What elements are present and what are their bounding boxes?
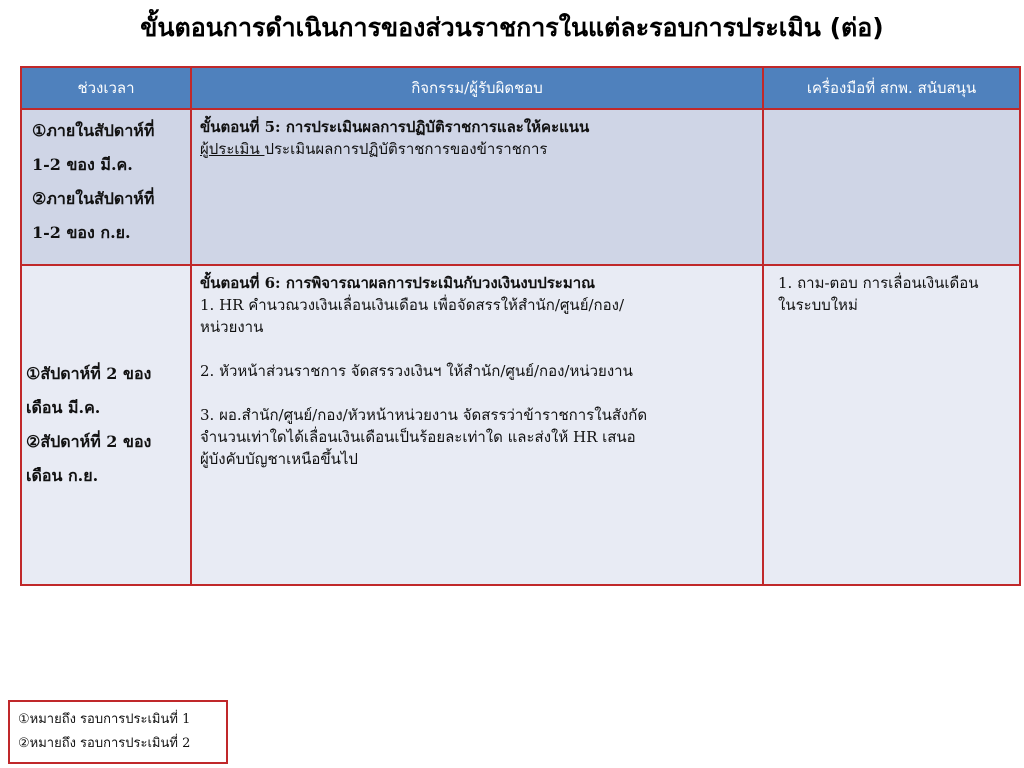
table-header-row [21, 67, 1020, 109]
header-activity: กิจกรรม/ผู้รับผิดชอบ [191, 67, 763, 109]
page-title: ขั้นตอนการดำเนินการของส่วนราชการในแต่ละรอบการประเมิน (ต่อ) [140, 13, 884, 42]
activity-item-3: 3. ผอ.สำนัก/ศูนย์/กอง/หัวหน้าหน่วยงาน จัดสรรว่าข้าราชการในสังกัด [200, 406, 648, 424]
step-title: ขั้นตอนที่ 5: การประเมินผลการปฏิบัติราชการและให้คะแนน [200, 118, 590, 136]
period-line: เดือน ก.ย. [26, 466, 99, 485]
period-line: 1-2 ของ ก.ย. [32, 223, 131, 242]
table-row [21, 265, 1020, 585]
legend-item-round-2: ②หมายถึง รอบการประเมินที่ 2 [18, 736, 191, 751]
tool-item: 1. ถาม-ตอบ การเลื่อนเงินเดือน [778, 274, 979, 292]
activity-item-3-cont: จำนวนเท่าใดได้เลื่อนเงินเดือนเป็นร้อยละเท่าใด และส่งให้ HR เสนอ [200, 428, 636, 446]
actor-label: ผู้ประเมิน [200, 140, 265, 158]
activity-cell [191, 109, 763, 265]
period-line: ①สัปดาห์ที่ 2 ของ [26, 364, 152, 383]
period-cell [21, 109, 191, 265]
step-title: ขั้นตอนที่ 6: การพิจารณาผลการประเมินกับวงเงินงบประมาณ [200, 274, 596, 292]
period-line: 1-2 ของ มี.ค. [32, 155, 133, 174]
period-line: ②สัปดาห์ที่ 2 ของ [26, 432, 152, 451]
activity-item-3-cont: ผู้บังคับบัญชาเหนือขึ้นไป [200, 450, 358, 468]
tools-cell [763, 265, 1020, 585]
activity-item-1-cont: หน่วยงาน [200, 318, 264, 336]
legend-box [8, 700, 228, 764]
tool-item-cont: ในระบบใหม่ [778, 296, 858, 314]
tools-cell [763, 109, 1020, 265]
period-cell [21, 265, 191, 585]
legend-item-round-1: ①หมายถึง รอบการประเมินที่ 1 [18, 712, 191, 727]
table-row [21, 109, 1020, 265]
activity-item-1: 1. HR คำนวณวงเงินเลื่อนเงินเดือน เพื่อจัดสรรให้สำนัก/ศูนย์/กอง/ [200, 296, 624, 314]
activity-item-2: 2. หัวหน้าส่วนราชการ จัดสรรวงเงินฯ ให้สำนัก/ศูนย์/กอง/หน่วยงาน [200, 362, 633, 380]
procedure-table [20, 66, 1021, 586]
period-line: ②ภายในสัปดาห์ที่ [32, 189, 155, 208]
activity-text: ประเมินผลการปฏิบัติราชการของข้าราชการ [264, 140, 548, 158]
period-line: เดือน มี.ค. [26, 398, 101, 417]
period-line: ①ภายในสัปดาห์ที่ [32, 121, 155, 140]
header-tools: เครื่องมือที่ สกพ. สนับสนุน [763, 67, 1020, 109]
header-period: ช่วงเวลา [21, 67, 191, 109]
activity-cell [191, 265, 763, 585]
activity-line [200, 138, 754, 160]
